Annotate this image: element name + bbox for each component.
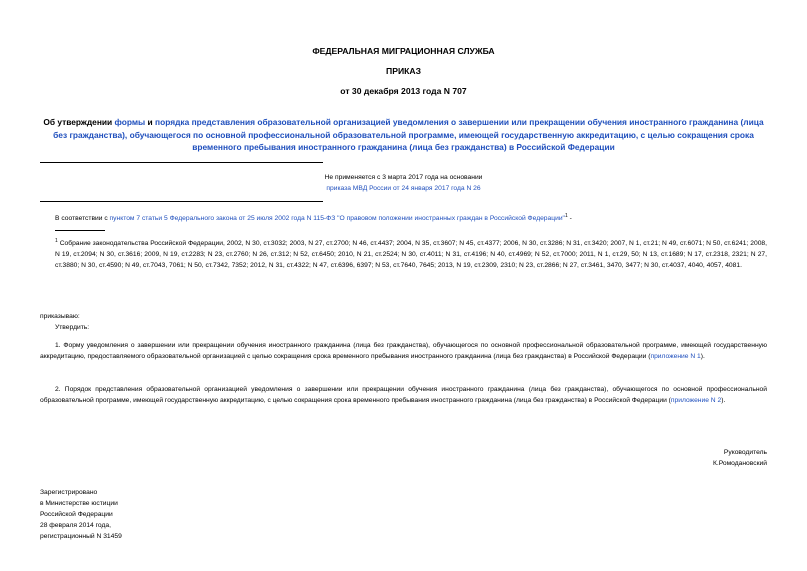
preamble-law-link[interactable]: пунктом 7 статьи 5 Федерального закона от 25 июля 2002 года N 115-ФЗ "О правовом положении иностранных граждан в Российской Федерации" xyxy=(109,215,565,223)
footnote-mark: 1 xyxy=(55,238,58,244)
order-item-1 xyxy=(40,340,767,362)
registration-block xyxy=(40,487,122,542)
title-link-order[interactable]: порядка представления образовательной организацией уведомления о завершении или прекращении обучения иностранного гражданина (лица без гражданства), обучающегося по основной профессиональной образовательной программе, имеющей государственную аккредитацию, с целью сокращения срока временного пребывания иностранного гражданина (лица без гражданства) в Российской Федерации xyxy=(53,117,764,152)
preamble-prefix: В соответствии с xyxy=(55,215,110,223)
footnote-divider xyxy=(55,230,105,231)
footnote xyxy=(55,236,767,271)
order-item-2 xyxy=(40,384,767,406)
order-item-2-end: ). xyxy=(721,397,726,404)
orders-word: приказываю: xyxy=(40,313,80,320)
registration-line-3: Российской Федерации xyxy=(40,511,113,518)
order-item-1-end: ). xyxy=(700,353,705,360)
registration-line-2: в Министерстве юстиции xyxy=(40,500,118,507)
signature-name: К.Ромодановский xyxy=(712,460,767,467)
document-title xyxy=(40,116,767,154)
document-date: от 30 декабря 2013 года N 707 xyxy=(340,86,467,96)
status-note-link[interactable]: приказа МВД России от 24 января 2017 года N 26 xyxy=(326,185,481,192)
preamble-footnote-mark[interactable]: 1 xyxy=(564,213,568,219)
agency-name: ФЕДЕРАЛЬНАЯ МИГРАЦИОННАЯ СЛУЖБА xyxy=(312,46,495,56)
title-conjunction: и xyxy=(145,117,156,127)
appendix-1-link[interactable]: приложение N 1 xyxy=(650,353,701,360)
registration-line-4: 28 февраля 2014 года, xyxy=(40,522,111,529)
preamble-suffix: - xyxy=(567,215,572,223)
approve-word: Утвердить: xyxy=(55,324,90,331)
order-item-1-text: 1. Форму уведомления о завершении или прекращении обучения иностранного гражданина (лица без гражданства), обучающегося по основной профессиональной образовательной программе, имеющей государственную аккредитацию, предоставляемого образовательной организацией с целью сокращения срока временного пребывания иностранного гражданина (лица без гражданства) в Российской Федерации ( xyxy=(40,342,767,360)
signature-role: Руководитель xyxy=(723,449,767,456)
title-prefix: Об утверждении xyxy=(43,117,115,127)
divider-top xyxy=(40,162,323,163)
appendix-2-link[interactable]: приложение N 2 xyxy=(670,397,722,404)
divider-bottom xyxy=(40,201,323,202)
document-type: ПРИКАЗ xyxy=(386,66,421,76)
registration-line-1: Зарегистрировано xyxy=(40,489,98,496)
order-item-2-text: 2. Порядок представления образовательной организацией уведомления о завершении или прекращении обучения иностранного гражданина (лица без гражданства), обучающегося по основной профессиональной образовательной программе, имеющей государственную аккредитацию, с целью сокращения срока временного пребывания иностранного гражданина (лица без гражданства) в Российской Федерации ( xyxy=(40,386,767,404)
registration-line-5: регистрационный N 31459 xyxy=(40,533,122,540)
footnote-text: Собрание законодательства Российской Федерации, 2002, N 30, ст.3032; 2003, N 27, ст.2700; N 46, ст.4437; 2004, N 35, ст.3607; N 45, ст.4377; 2006, N 30, ст.3286; N 31, ст.3420; 2007, N 1, ст.21; N 49, ст.6071; N 50, ст.6241; 2008, N 19, ст.2094; N 30, ст.3616; 2009, N 19, ст.2283; N 23, ст.2760; N 26, ст.312; N 52, ст.6450; 2010, N 21, ст.2524; N 30, ст.4011; N 31, ст.4196; N 40, ст.4969; N 52, ст.7000; 2011, N 1, ст.29, 50; N 13, ст.1689; N 17, ст.2318, 2321; N 27, ст.3880; N 30, ст.4590; N 49, ст.7043, 7061; N 50, ст.7342, 7352; 2012, N 31, ст.4322; N 47, ст.6396, 6397; N 53, ст.7640, 7645; 2013, N 19, ст.2309, 2310; N 23, ст.2866; N 27, ст.3461, 3470, 3477; N 30, ст.4037, 4040, 4057, 4081. xyxy=(55,240,767,270)
title-link-forms[interactable]: формы xyxy=(114,117,146,127)
status-note xyxy=(0,172,807,194)
preamble xyxy=(55,211,767,224)
status-note-line: Не применяется с 3 марта 2017 года на основании xyxy=(324,174,483,181)
signature xyxy=(713,447,767,469)
